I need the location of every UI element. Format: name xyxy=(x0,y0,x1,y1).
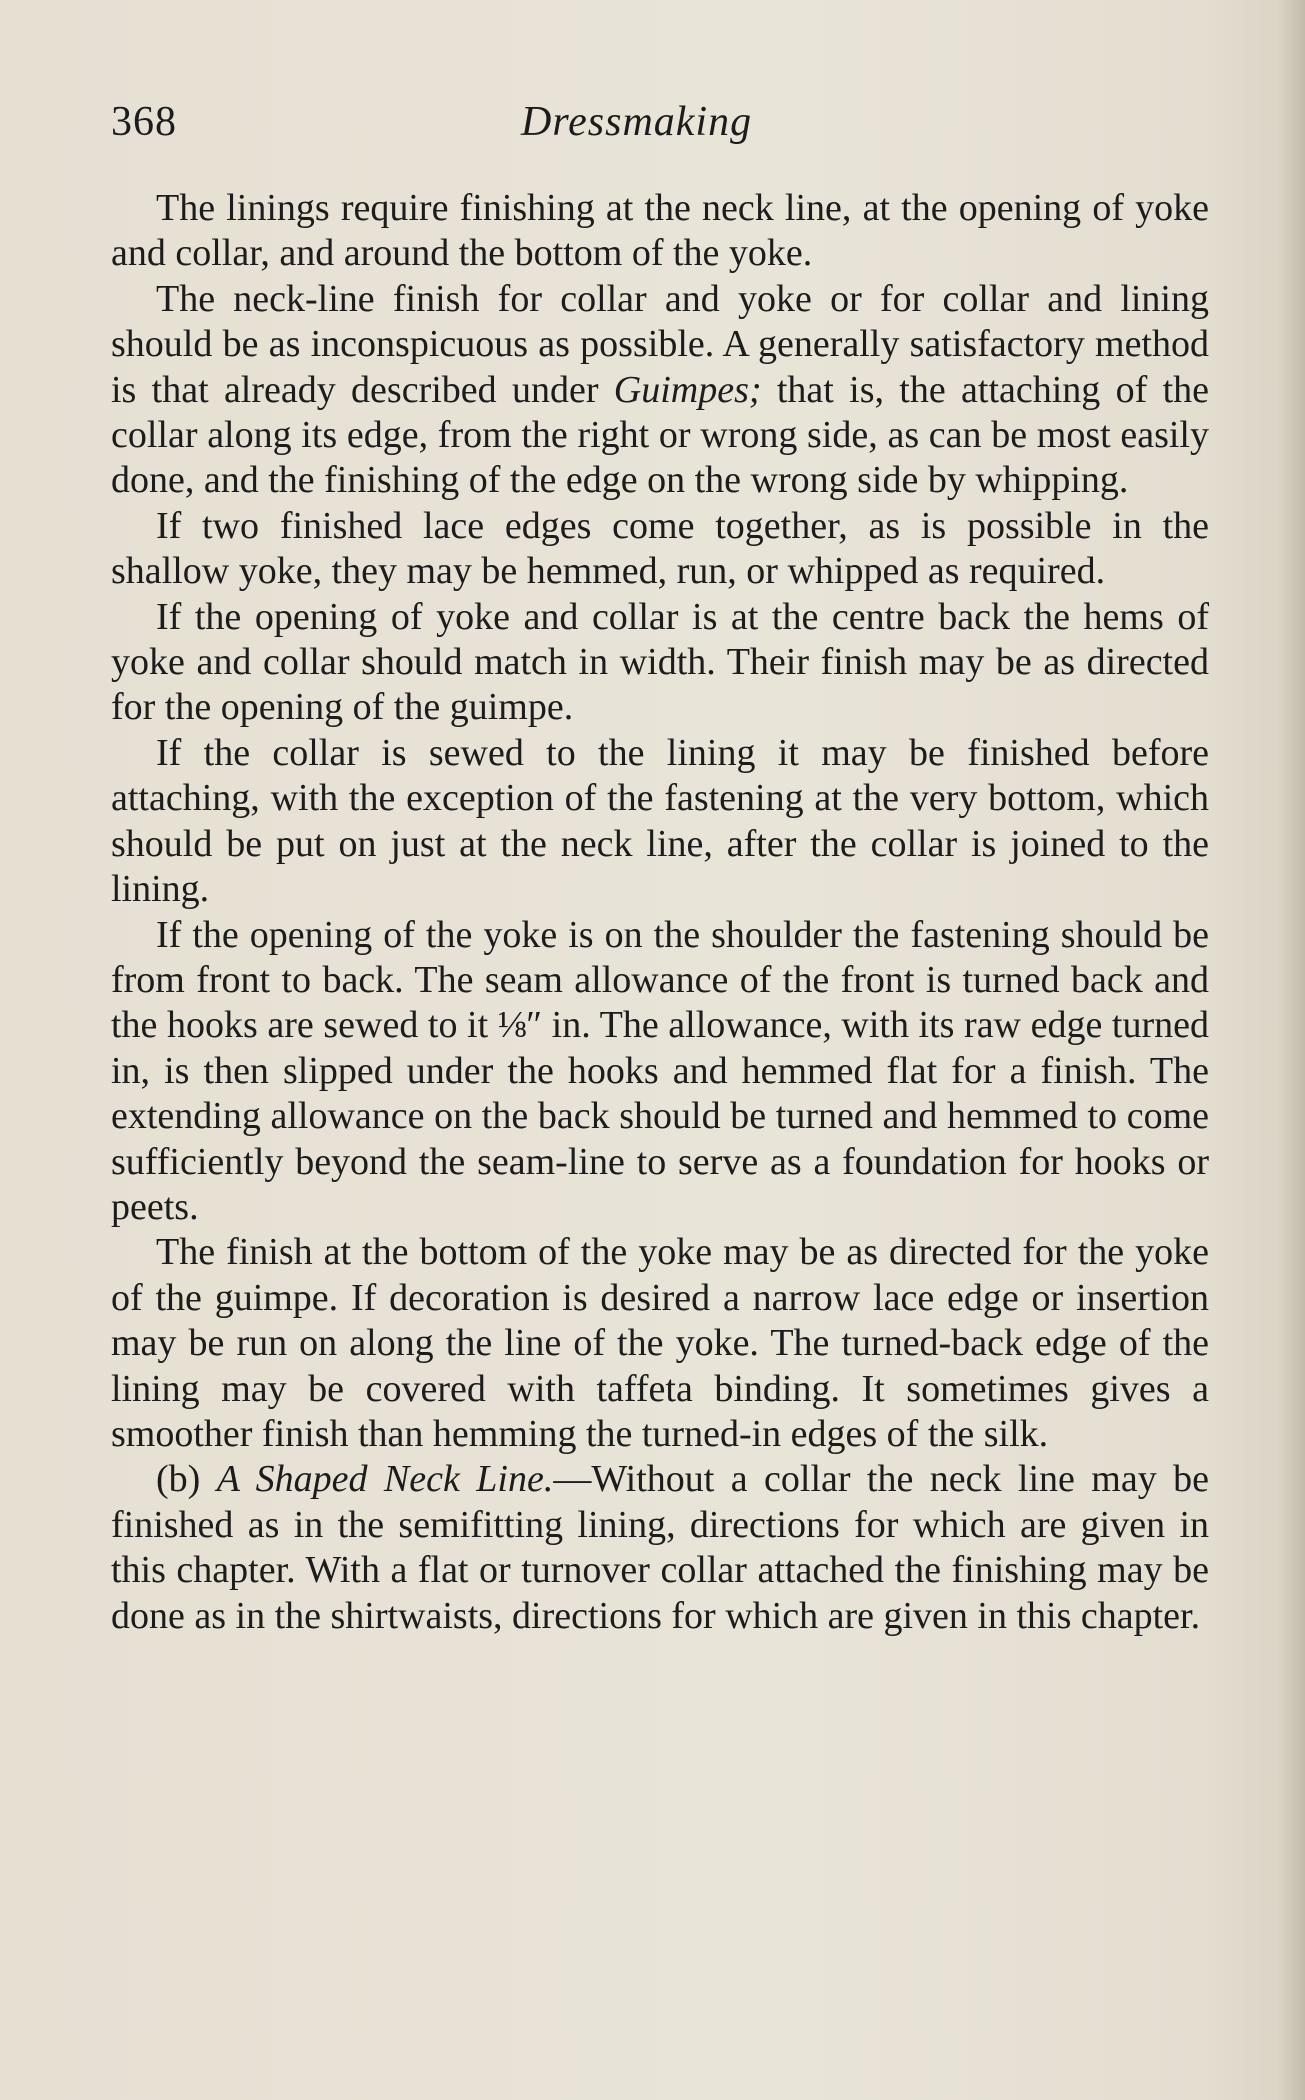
body-text xyxy=(111,186,1209,1639)
paragraph-neck-line-finish xyxy=(111,277,1209,504)
paragraph-shaped-neck-line xyxy=(111,1457,1209,1639)
paragraph-text: The neck-line finish for collar and yoke or for collar and lining should be as inconspicuous as possible. A generally satisfactory method is that already described under xyxy=(111,277,1209,411)
paragraph-shoulder-opening: If the opening of the yoke is on the shoulder the fastening should be from front to back. The seam allowance of the front is turned back and the hooks are sewed to it ⅛″ in. The allowance, with its raw edge turned in, is then slipped under the hooks and hemmed flat for a finish. The extending allowance on the back should be turned and hemmed to come sufficiently beyond the seam-line to serve as a foundation for hooks or peets. xyxy=(111,913,1209,1228)
paragraph-linings: The linings require finishing at the neck line, at the opening of yoke and collar, and around the bottom of the yoke. xyxy=(111,187,1209,275)
running-title: Dressmaking xyxy=(521,99,753,145)
paragraph-centre-back-opening: If the opening of yoke and collar is at the centre back the hems of yoke and collar should match in width. Their finish may be as directed for the opening of the guimpe. xyxy=(111,595,1209,729)
paragraph-text: (b) xyxy=(156,1458,217,1501)
page-header xyxy=(111,98,1211,158)
page-number: 368 xyxy=(111,99,177,145)
paragraph-text: —Without a collar the neck line may be finished as in the semifitting lining, directions for which are given in this chapter. With a flat or turnover collar attached the finishing may be done as in the shirtwaists, directions for which are given in this chapter. xyxy=(111,1458,1209,1637)
page-edge-shadow xyxy=(1277,0,1305,2100)
paragraph-yoke-bottom-finish: The finish at the bottom of the yoke may be as directed for the yoke of the guimpe. If decoration is desired a narrow lace edge or insertion may be run on along the line of the yoke. The turned-back edge of the lining may be covered with taffeta binding. It sometimes gives a smoother finish than hemming the turned-in edges of the silk. xyxy=(111,1231,1209,1455)
italic-reference: Guimpes; xyxy=(613,368,762,411)
italic-heading: A Shaped Neck Line. xyxy=(216,1458,554,1501)
paragraph-collar-to-lining: If the collar is sewed to the lining it may be finished before attaching, with the exception of the fastening at the very bottom, which should be put on just at the neck line, after the collar is joined to the lining. xyxy=(111,731,1209,911)
paragraph-text: that is, the attaching of the collar along its edge, from the right or wrong side, as can be most easily done, and the finishing of the edge on the wrong side by whipping. xyxy=(111,368,1209,502)
paragraph-lace-edges: If two finished lace edges come together, as is possible in the shallow yoke, they may be hemmed, run, or whipped as required. xyxy=(111,504,1209,593)
